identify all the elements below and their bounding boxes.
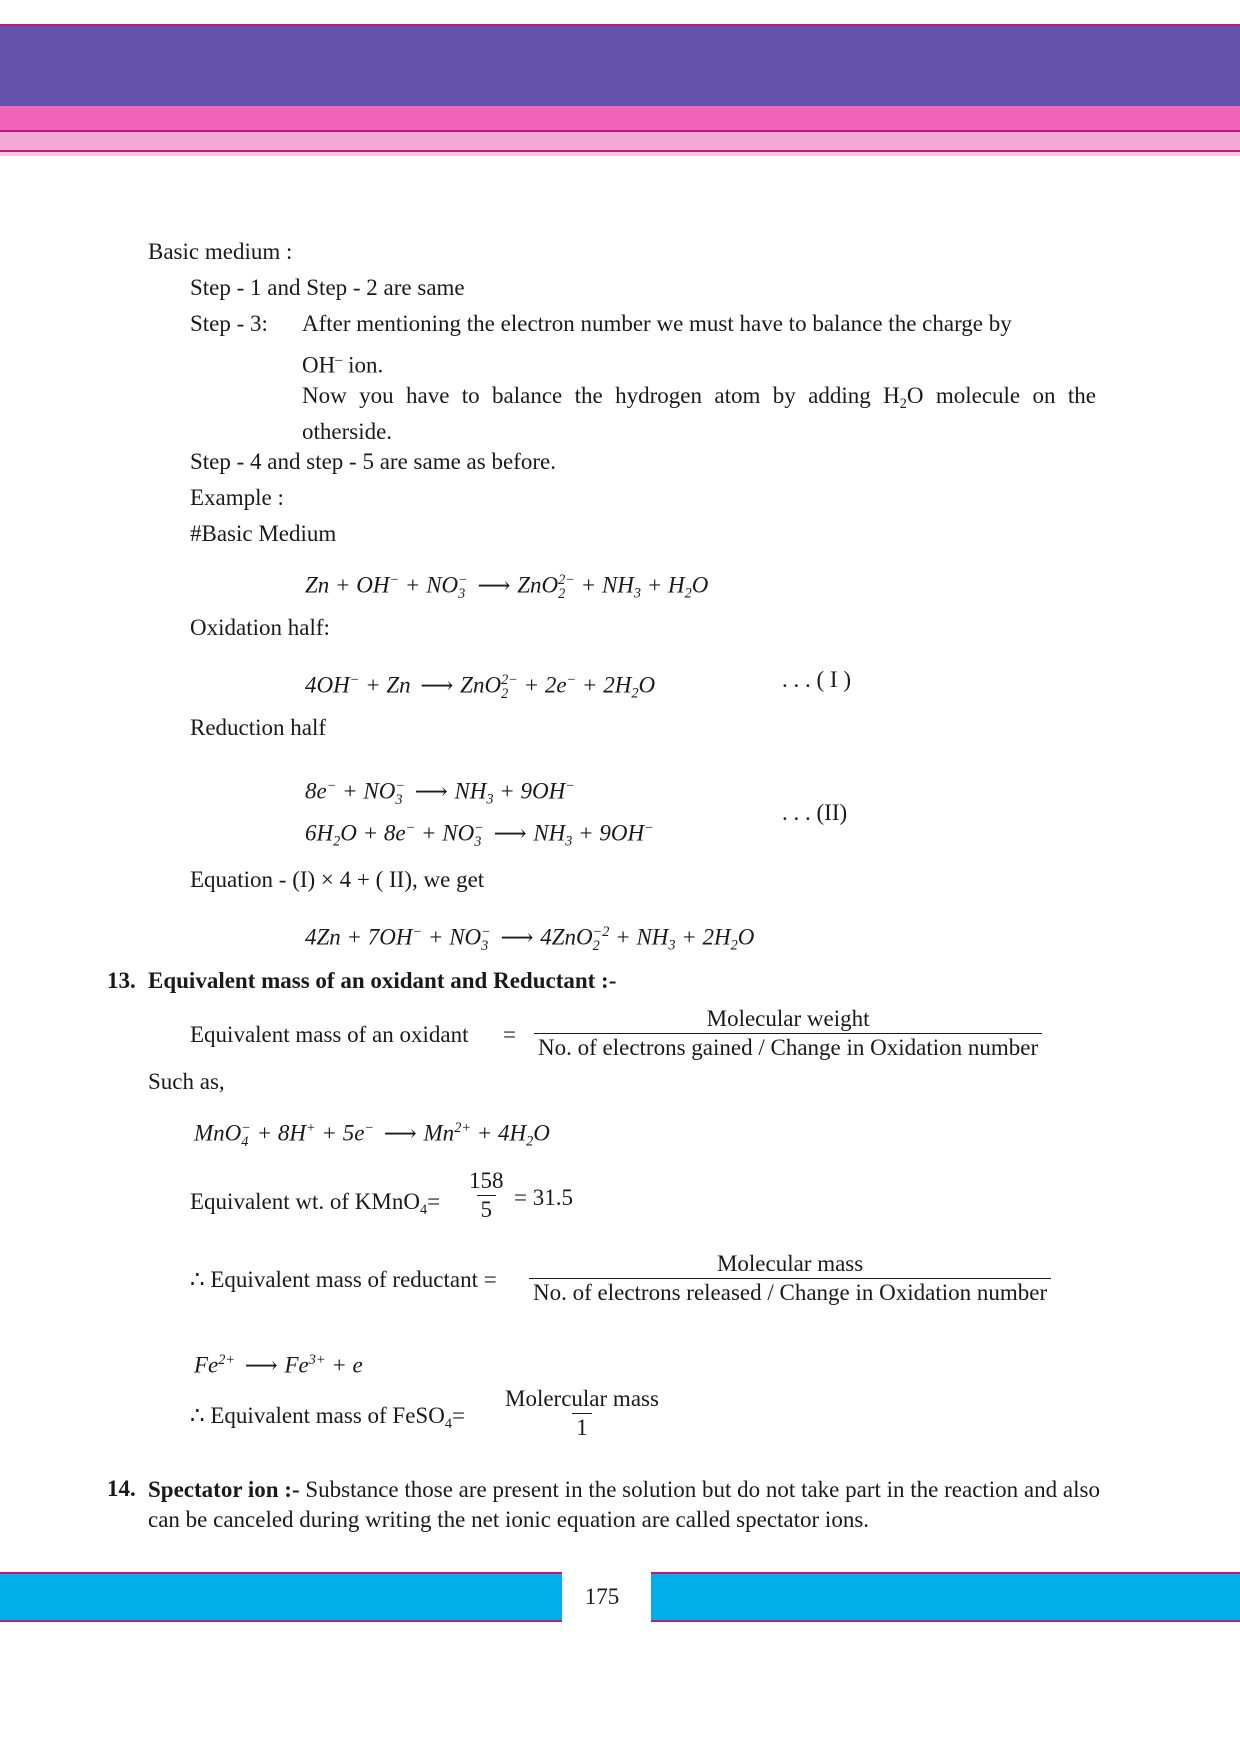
reductant-numerator: Molecular mass [716,1251,864,1276]
step-4-5-text: Step - 4 and step - 5 are same as before. [190,449,556,474]
oxidant-equals: = [503,1022,516,1047]
reduction-half-label: Reduction half [190,715,327,740]
header-band-light-pink [0,132,1240,152]
step-3-line-1: After mentioning the electron number we must have to balance the charge by [302,311,1012,336]
basic-medium-heading: Basic medium : [148,239,293,264]
equation-mno4: MnO − 4 + 8H+ + 5e− ⟶ $Mn^{2+} + 4H_2O$ [194,1120,550,1151]
oxidant-fraction [534,1005,1042,1062]
kmno4-result: = 31.5 [514,1185,573,1210]
example-label: Example : [190,485,284,510]
section-14-number: 14. [107,1476,136,1501]
kmno4-denominator: 5 [477,1195,497,1224]
step-1-2-text: Step - 1 and Step - 2 are same [190,275,465,300]
such-as-label: Such as, [148,1069,225,1094]
oxidant-numerator: Molecular weight [706,1006,870,1031]
feso4-fraction [501,1385,663,1442]
step-3-oh-line: OH– ion. [302,352,384,378]
feso4-numerator: Molercular mass [505,1386,659,1411]
feso4-label: ∴ Equivalent mass of FeSO$_4$= [190,1403,465,1432]
oxidant-label: Equivalent mass of an oxidant [190,1022,469,1047]
reductant-label: ∴ Equivalent mass of reductant = [190,1267,497,1292]
section-14-title: Spectator ion :- [148,1477,300,1502]
step-3-paragraph-2: Now you have to balance the hydrogen atom by adding $H_2O$ molecule on the otherside. [302,383,1096,444]
equation-reduction-step-1: 8e− + NO − 3 ⟶ $NH_3 + 9OH^-$ [305,778,575,809]
page-number: 175 [584,1584,620,1609]
step-3-label: Step - 3: [190,311,268,336]
reductant-denominator: No. of electrons released / Change in Oxidation number [529,1278,1051,1307]
feso4-denominator: 1 [572,1413,592,1442]
footer-bar-left [0,1572,562,1622]
kmno4-fraction [465,1167,508,1224]
reductant-fraction [529,1250,1051,1307]
equation-reduction-step-2: $6H_2O + 8e^-$ + NO − 3 ⟶ $NH_3 + 9OH^-$ [305,820,654,851]
section-14-paragraph [148,1475,1104,1535]
basic-medium-tag: #Basic Medium [190,521,337,546]
section-13-title: Equivalent mass of an oxidant and Reductant :- [148,968,617,993]
combine-text: Equation - (I) × 4 + ( II), we get [190,867,485,892]
section-13-number: 13. [107,968,136,993]
oxidant-denominator: No. of electrons gained / Change in Oxidation number [534,1033,1042,1062]
equation-overall: Zn + OH− + NO − 3 ⟶ ZnO 2− 2 + $NH_3 + H_2O$ [305,572,709,603]
equation-oxidation-half: 4OH− + Zn ⟶ ZnO 2− 2 + $2e^- + 2H_2O$ [305,672,656,703]
footer-bar-right [651,1572,1240,1622]
equation-fe: $Fe^{2+}$ ⟶ $Fe^{3+} + e$ [194,1352,363,1378]
equation-combined: 4Zn + 7OH− + NO − 3 ⟶ 4ZnO −2 2 + $NH_3 + 2H_2O$ [305,924,755,955]
header-band-pale [0,152,1240,156]
kmno4-label: Equivalent wt. of KMnO$_4$= [190,1189,441,1218]
equation-label-I: . . . ( I ) [782,667,851,692]
section-14-text: Substance those are present in the solution but do not take part in the reaction and also can be canceled during writing the net ionic equation are called spectator ions. [148,1477,1100,1532]
oxidation-half-label: Oxidation half: [190,615,330,640]
equation-label-II: . . . (II) [782,800,848,825]
kmno4-numerator: 158 [469,1168,504,1193]
header-band-purple [0,24,1240,108]
header-band-pink [0,106,1240,132]
